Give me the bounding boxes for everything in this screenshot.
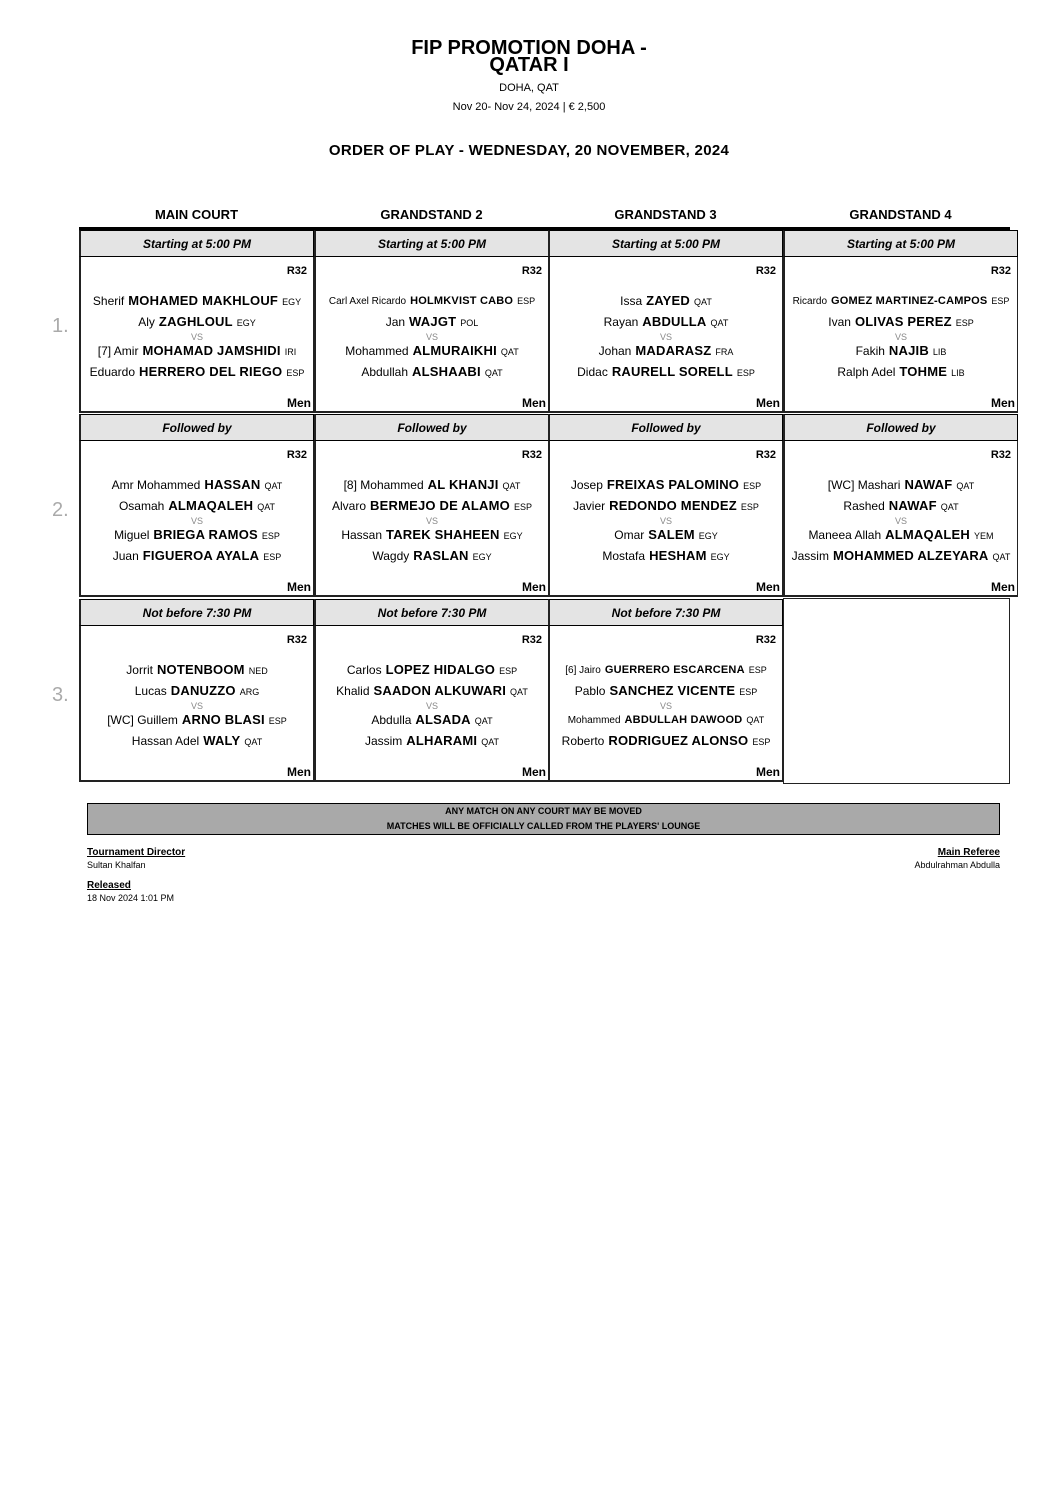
- player-first-name: Issa: [620, 294, 643, 308]
- player: [316, 475, 548, 496]
- player-country: QAT: [484, 368, 503, 378]
- player-last-name: ABDULLA: [642, 314, 707, 329]
- tournament-title: FIP PROMOTION DOHA - QATAR I: [411, 37, 647, 76]
- match-round: R32: [755, 265, 776, 277]
- player-last-name: MOHAMAD JAMSHIDI: [142, 343, 281, 358]
- match-category: Men: [756, 396, 780, 410]
- match-cell: [79, 257, 314, 413]
- match-cell: [783, 257, 1018, 413]
- player-last-name: ALMURAIKHI: [412, 343, 497, 358]
- match-players: [785, 475, 1017, 567]
- player-country: QAT: [956, 481, 975, 491]
- match-cell: [548, 626, 783, 782]
- player-country: QAT: [694, 297, 712, 307]
- match-cell: [79, 441, 314, 597]
- player-country: FRA: [715, 347, 734, 357]
- start-time-band: Not before 7:30 PM: [548, 599, 783, 626]
- player-country: LIB: [951, 368, 965, 378]
- match-round: R32: [286, 449, 307, 461]
- player: [316, 312, 548, 333]
- match-round: R32: [990, 449, 1011, 461]
- player-last-name: NAWAF: [888, 498, 937, 513]
- player-country: QAT: [992, 552, 1011, 562]
- director-label: Tournament Director: [87, 847, 186, 858]
- player-last-name: ARNO BLASI: [181, 712, 265, 727]
- player-first-name: Amir: [113, 344, 139, 358]
- player-country: ESP: [743, 481, 762, 491]
- player: [550, 362, 782, 383]
- player-country: ESP: [513, 502, 532, 512]
- player-country: ESP: [286, 368, 305, 378]
- notice-line-2: MATCHES WILL BE OFFICIALLY CALLED FROM THE PLAYERS' LOUNGE: [386, 821, 701, 831]
- player: [785, 496, 1017, 517]
- player-last-name: BRIEGA RAMOS: [153, 527, 258, 542]
- player: [550, 312, 782, 333]
- vs-label: VS: [659, 701, 672, 711]
- player: [785, 341, 1017, 362]
- player-country: NED: [248, 666, 268, 676]
- player-country: POL: [460, 318, 479, 328]
- player-first-name: Wagdy: [372, 549, 410, 563]
- player-country: YEM: [974, 531, 994, 541]
- player-last-name: WAJGT: [409, 314, 457, 329]
- player: [785, 362, 1017, 383]
- player-first-name: Rayan: [603, 315, 639, 329]
- vs-label: VS: [425, 516, 438, 526]
- player-first-name: Jassim: [364, 734, 403, 748]
- notice-box: [87, 803, 1000, 835]
- start-time-band: Followed by: [548, 414, 783, 441]
- player-country: ESP: [261, 531, 280, 541]
- player: [550, 525, 782, 546]
- vs-label: VS: [425, 332, 438, 342]
- match-category: Men: [522, 396, 546, 410]
- player: [81, 546, 313, 567]
- player: [316, 341, 548, 362]
- match-cell: [548, 441, 783, 597]
- match-players: [550, 660, 782, 752]
- player-first-name: Ricardo: [792, 296, 828, 307]
- vs-label: VS: [894, 516, 907, 526]
- player-first-name: Miguel: [114, 528, 150, 542]
- player-first-name: Sherif: [92, 294, 125, 308]
- player-first-name: Carl Axel Ricardo: [328, 296, 407, 307]
- match-players: [316, 475, 548, 567]
- player-country: ESP: [991, 296, 1010, 306]
- court-header: GRANDSTAND 3: [614, 207, 717, 222]
- player-first-name: Jan: [385, 315, 406, 329]
- player-country: ESP: [748, 665, 767, 675]
- player-first-name: Carlos: [346, 663, 382, 677]
- court-header: MAIN COURT: [154, 207, 239, 222]
- director-name: Sultan Khalfan: [87, 860, 146, 870]
- player-country: ESP: [740, 502, 759, 512]
- match-category: Men: [522, 580, 546, 594]
- main-referee: [914, 846, 1000, 870]
- match-cell: [79, 626, 314, 782]
- player-last-name: REDONDO MENDEZ: [609, 498, 737, 513]
- match-cell: [314, 626, 549, 782]
- player: [81, 681, 313, 702]
- player: [785, 525, 1017, 546]
- tournament-director: [87, 846, 185, 870]
- player: [316, 291, 548, 312]
- match-players: [81, 660, 313, 752]
- player: [81, 731, 313, 752]
- player-last-name: SALEM: [648, 527, 695, 542]
- start-time-band: Starting at 5:00 PM: [783, 230, 1018, 257]
- player-last-name: ABDULLAH DAWOOD: [624, 714, 743, 726]
- player-country: ESP: [499, 666, 518, 676]
- player-country: ARG: [239, 687, 260, 697]
- player-first-name: Mohammed: [567, 715, 621, 726]
- start-time-band: Followed by: [79, 414, 314, 441]
- player: [81, 660, 313, 681]
- player-last-name: MOHAMMED ALZEYARA: [832, 548, 989, 563]
- player-first-name: Maneea Allah: [808, 528, 882, 542]
- player-country: ESP: [517, 296, 536, 306]
- start-time-band: Not before 7:30 PM: [314, 599, 549, 626]
- player: [316, 525, 548, 546]
- player-last-name: WALY: [203, 733, 241, 748]
- player-country: ESP: [736, 368, 755, 378]
- match-category: Men: [991, 580, 1015, 594]
- start-time-band: Starting at 5:00 PM: [548, 230, 783, 257]
- referee-name: Abdulrahman Abdulla: [914, 860, 1000, 870]
- player-first-name: Javier: [573, 499, 606, 513]
- order-of-play-title: ORDER OF PLAY - WEDNESDAY, 20 NOVEMBER, 2024: [328, 142, 730, 159]
- start-time-band: Not before 7:30 PM: [79, 599, 314, 626]
- released-label: Released: [87, 880, 131, 891]
- match-round: R32: [521, 265, 542, 277]
- player-last-name: NAWAF: [904, 477, 953, 492]
- row-number: 2.: [52, 499, 69, 521]
- player-last-name: HOLMKVIST CABO: [410, 295, 514, 307]
- player-first-name: Roberto: [561, 734, 605, 748]
- player-country: QAT: [474, 716, 493, 726]
- player-first-name: Mohammed: [360, 478, 424, 492]
- player-country: QAT: [710, 318, 729, 328]
- match-category: Men: [991, 396, 1015, 410]
- player-last-name: TAREK SHAHEEN: [386, 527, 500, 542]
- player-last-name: MADARASZ: [635, 343, 712, 358]
- player-seed: [6]: [565, 665, 577, 676]
- match-round: R32: [521, 449, 542, 461]
- player-last-name: OLIVAS PEREZ: [854, 314, 952, 329]
- player-first-name: Lucas: [134, 684, 167, 698]
- player-first-name: Juan: [112, 549, 139, 563]
- player-last-name: AL KHANJI: [427, 477, 499, 492]
- player-last-name: FREIXAS PALOMINO: [606, 477, 740, 492]
- player-first-name: Mohammed: [345, 344, 409, 358]
- player: [550, 475, 782, 496]
- player-first-name: Josep: [570, 478, 603, 492]
- player: [550, 660, 782, 681]
- player-first-name: Johan: [598, 344, 632, 358]
- row-number: 3.: [52, 684, 69, 706]
- player-last-name: RODRIGUEZ ALONSO: [608, 733, 749, 748]
- match-round: R32: [521, 634, 542, 646]
- player-last-name: RAURELL SORELL: [611, 364, 733, 379]
- player-first-name: Alvaro: [332, 499, 367, 513]
- player: [81, 291, 313, 312]
- match-category: Men: [287, 580, 311, 594]
- match-category: Men: [287, 396, 311, 410]
- player-first-name: Mashari: [857, 478, 901, 492]
- player: [316, 660, 548, 681]
- player-first-name: Omar: [614, 528, 645, 542]
- player: [81, 341, 313, 362]
- match-round: R32: [286, 634, 307, 646]
- match-players: [550, 291, 782, 383]
- player-country: EGY: [698, 531, 718, 541]
- player-first-name: Fakih: [855, 344, 885, 358]
- player-first-name: Hassan: [341, 528, 383, 542]
- match-players: [316, 291, 548, 383]
- player-last-name: NOTENBOOM: [156, 662, 245, 677]
- player: [785, 475, 1017, 496]
- player-first-name: Aly: [138, 315, 155, 329]
- match-players: [785, 291, 1017, 383]
- player: [316, 496, 548, 517]
- released: [87, 879, 174, 903]
- player-last-name: ALMAQALEH: [885, 527, 971, 542]
- player-first-name: Jairo: [579, 665, 601, 676]
- match-round: R32: [755, 634, 776, 646]
- player: [316, 710, 548, 731]
- vs-label: VS: [190, 516, 203, 526]
- player-last-name: SANCHEZ VICENTE: [609, 683, 736, 698]
- player-first-name: Mostafa: [602, 549, 646, 563]
- player-last-name: ALHARAMI: [406, 733, 478, 748]
- vs-label: VS: [190, 332, 203, 342]
- player: [550, 341, 782, 362]
- court-header: GRANDSTAND 4: [849, 207, 952, 222]
- vs-label: VS: [659, 332, 672, 342]
- player: [81, 525, 313, 546]
- player-last-name: FIGUEROA AYALA: [142, 548, 260, 563]
- player-country: EGY: [236, 318, 256, 328]
- player-last-name: RASLAN: [413, 548, 469, 563]
- player-country: QAT: [940, 502, 959, 512]
- referee-label: Main Referee: [937, 847, 1000, 858]
- player: [785, 546, 1017, 567]
- player-seed: [7]: [97, 344, 112, 358]
- match-category: Men: [522, 765, 546, 779]
- player-country: IRI: [284, 347, 297, 357]
- player-first-name: Ralph Adel: [837, 365, 896, 379]
- player-country: EGY: [710, 552, 730, 562]
- row-number: 1.: [52, 315, 69, 337]
- match-round: R32: [755, 449, 776, 461]
- player-first-name: Ivan: [828, 315, 851, 329]
- player-first-name: Eduardo: [89, 365, 136, 379]
- player-last-name: ALSHAABI: [412, 364, 481, 379]
- player-first-name: Jorrit: [126, 663, 153, 677]
- player-country: QAT: [264, 481, 283, 491]
- player-country: EGY: [472, 552, 492, 562]
- player-first-name: Khalid: [336, 684, 370, 698]
- player-country: QAT: [481, 737, 500, 747]
- player-country: QAT: [746, 715, 765, 725]
- match-category: Men: [287, 765, 311, 779]
- match-cell: [314, 441, 549, 597]
- match-players: [81, 475, 313, 567]
- match-cell: [783, 441, 1018, 597]
- player-last-name: ALMAQALEH: [168, 498, 254, 513]
- player-first-name: Abdullah: [361, 365, 409, 379]
- player-last-name: DANUZZO: [170, 683, 236, 698]
- player: [316, 362, 548, 383]
- start-time-band: Followed by: [314, 414, 549, 441]
- player-country: QAT: [510, 687, 528, 697]
- player-last-name: HERRERO DEL RIEGO: [139, 364, 283, 379]
- player: [785, 291, 1017, 312]
- player-last-name: MOHAMED MAKHLOUF: [128, 293, 279, 308]
- tournament-dates-prize: Nov 20- Nov 24, 2024 | € 2,500: [452, 101, 606, 113]
- player: [785, 312, 1017, 333]
- player-first-name: Amr Mohammed: [111, 478, 201, 492]
- player-last-name: ZAGHLOUL: [158, 314, 233, 329]
- player-country: LIB: [932, 347, 947, 357]
- player: [81, 362, 313, 383]
- player-country: QAT: [500, 347, 519, 357]
- player-seed: [WC]: [107, 713, 134, 727]
- player-last-name: GOMEZ MARTINEZ-CAMPOS: [831, 295, 988, 307]
- player: [550, 546, 782, 567]
- player: [550, 496, 782, 517]
- player: [316, 731, 548, 752]
- player: [550, 731, 782, 752]
- start-time-band: Starting at 5:00 PM: [79, 230, 314, 257]
- match-cell: [548, 257, 783, 413]
- player-first-name: Hassan Adel: [131, 734, 200, 748]
- released-value: 18 Nov 2024 1:01 PM: [87, 893, 175, 903]
- vs-label: VS: [659, 516, 672, 526]
- match-round: R32: [990, 265, 1011, 277]
- tournament-location: DOHA, QAT: [499, 82, 559, 94]
- player-country: ESP: [268, 716, 287, 726]
- match-category: Men: [756, 580, 780, 594]
- player-last-name: TOHME: [899, 364, 948, 379]
- player-country: ESP: [263, 552, 282, 562]
- player-first-name: Osamah: [118, 499, 165, 513]
- player-last-name: LOPEZ HIDALGO: [385, 662, 496, 677]
- player-country: EGY: [503, 531, 523, 541]
- player-country: QAT: [502, 481, 521, 491]
- player-country: ESP: [739, 687, 758, 697]
- notice-line-1: ANY MATCH ON ANY COURT MAY BE MOVED: [445, 806, 642, 816]
- player-last-name: ALSADA: [415, 712, 471, 727]
- player: [81, 496, 313, 517]
- player: [316, 546, 548, 567]
- vs-label: VS: [190, 701, 203, 711]
- court-header: GRANDSTAND 2: [380, 207, 483, 222]
- player-first-name: Jassim: [791, 549, 829, 563]
- empty-slot: [783, 598, 1010, 784]
- player-last-name: HASSAN: [204, 477, 261, 492]
- player-first-name: Didac: [577, 365, 608, 379]
- player: [81, 710, 313, 731]
- player: [81, 312, 313, 333]
- player-last-name: HESHAM: [649, 548, 707, 563]
- player-country: ESP: [752, 737, 771, 747]
- match-cell: [314, 257, 549, 413]
- player: [316, 681, 548, 702]
- match-players: [81, 291, 313, 383]
- player: [81, 475, 313, 496]
- player-last-name: GUERRERO ESCARCENA: [604, 664, 745, 676]
- player-seed: [WC]: [827, 478, 855, 492]
- player-first-name: Guillem: [137, 713, 178, 727]
- player-last-name: NAJIB: [888, 343, 929, 358]
- vs-label: VS: [894, 332, 907, 342]
- match-players: [316, 660, 548, 752]
- start-time-band: Starting at 5:00 PM: [314, 230, 549, 257]
- vs-label: VS: [425, 701, 438, 711]
- player-country: EGY: [282, 297, 302, 307]
- player-last-name: ZAYED: [646, 293, 691, 308]
- player-last-name: BERMEJO DE ALAMO: [370, 498, 510, 513]
- player: [550, 710, 782, 731]
- start-time-band: Followed by: [783, 414, 1018, 441]
- player-first-name: Rashed: [843, 499, 885, 513]
- match-category: Men: [756, 765, 780, 779]
- player: [550, 291, 782, 312]
- player-country: ESP: [955, 318, 974, 328]
- player-first-name: Pablo: [574, 684, 606, 698]
- player-first-name: Abdulla: [371, 713, 412, 727]
- player: [550, 681, 782, 702]
- match-round: R32: [286, 265, 307, 277]
- match-players: [550, 475, 782, 567]
- player-last-name: SAADON ALKUWARI: [373, 683, 507, 698]
- player-country: QAT: [257, 502, 276, 512]
- player-country: QAT: [244, 737, 263, 747]
- player-seed: [8]: [343, 478, 357, 492]
